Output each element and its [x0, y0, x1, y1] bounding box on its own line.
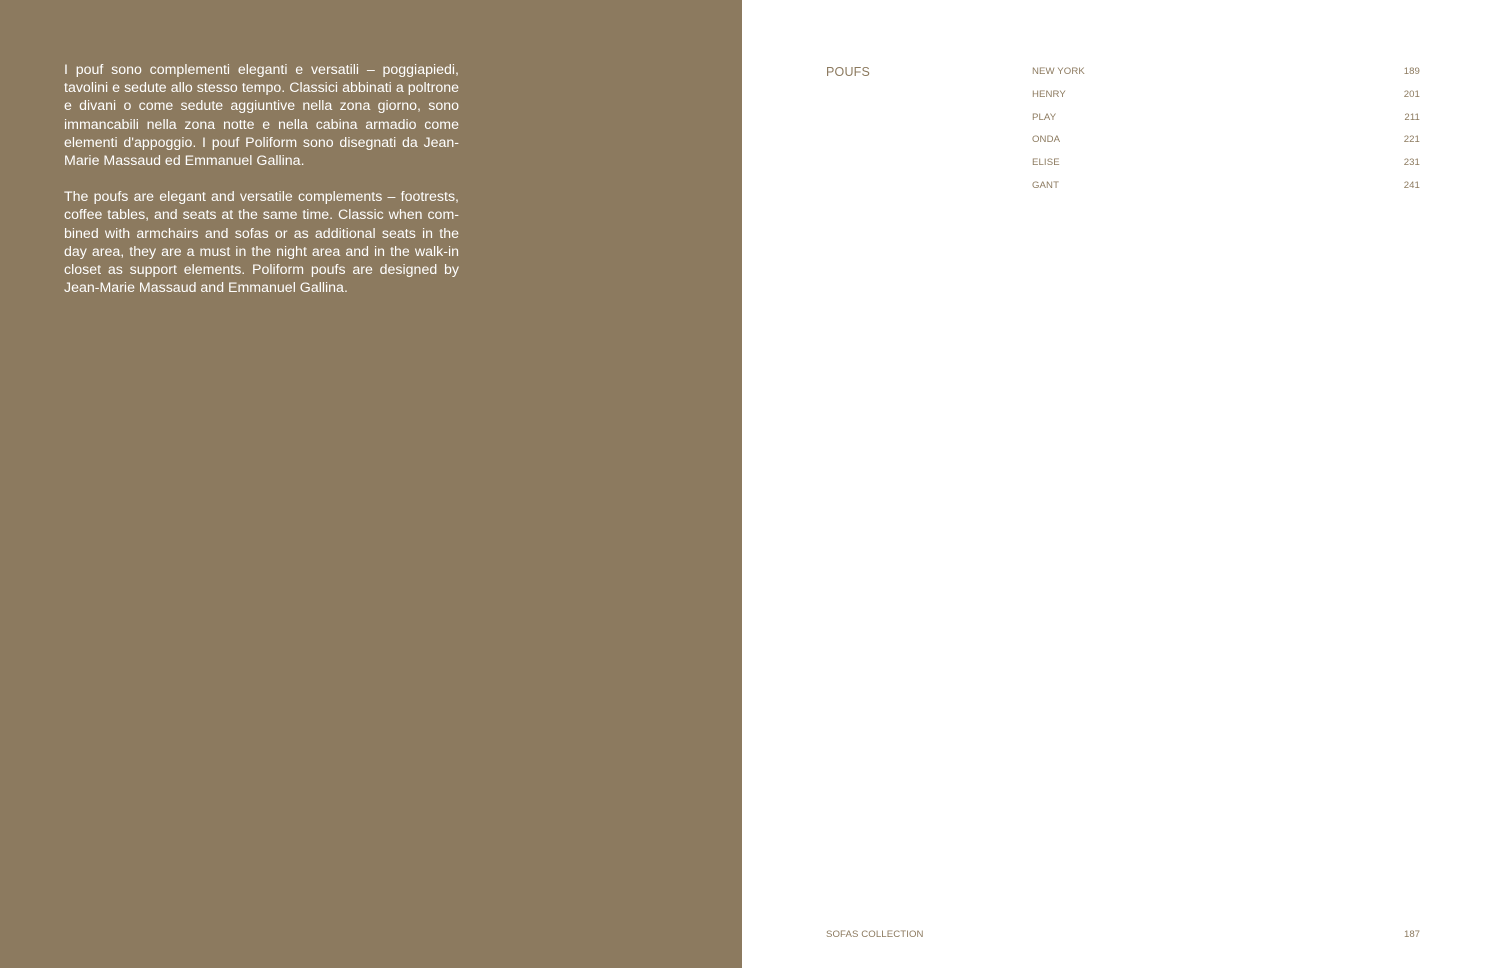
toc-entry-new-york[interactable]: [1032, 66, 1420, 89]
toc-entry-page: 221: [1403, 134, 1420, 146]
toc-entry-page: 241: [1403, 179, 1420, 191]
toc-entry-name: HENRY: [1032, 88, 1066, 100]
toc-entry-elise[interactable]: [1032, 157, 1420, 180]
toc-entry-name: PLAY: [1032, 111, 1057, 123]
toc-entry-page: 189: [1403, 66, 1420, 77]
toc-entry-onda[interactable]: [1032, 134, 1420, 157]
toc-entry-name: GANT: [1032, 179, 1060, 191]
intro-text-block: [64, 61, 459, 297]
toc-entry-name: ELISE: [1032, 157, 1060, 169]
toc-entry-page: 211: [1404, 111, 1420, 123]
toc-entry-name: NEW YORK: [1032, 66, 1085, 77]
table-of-contents: [1032, 66, 1420, 203]
footer-collection-label: SOFAS COLLECTION: [826, 929, 924, 940]
intro-paragraph-english: The poufs are elegant and versatile complements – footrests, coffee tables, and seats at the same time. Classic when com-bined with armchairs and sofas or as additional seats in the day area, they are a must in the night area and in the walk-in closet as support elements. Poliform poufs are designed by Jean-Marie Massaud and Emmanuel Gallina.: [64, 189, 459, 297]
toc-entry-page: 231: [1403, 157, 1420, 169]
toc-entry-name: ONDA: [1032, 134, 1061, 146]
toc-entry-page: 201: [1403, 88, 1420, 100]
footer-page-number: 187: [1403, 929, 1420, 940]
section-title: POUFS: [826, 65, 871, 79]
right-page-panel: [742, 0, 1485, 968]
toc-entry-gant[interactable]: [1032, 180, 1420, 203]
toc-entry-play[interactable]: [1032, 112, 1420, 135]
left-page-panel: [0, 0, 742, 968]
toc-entry-henry[interactable]: [1032, 89, 1420, 112]
intro-paragraph-italian: I pouf sono complementi eleganti e versatili – poggiapiedi, tavolini e sedute allo stesso tempo. Classici abbinati a poltrone e divani o come sedute aggiuntive nella zona giorno, sono immancabili nella zona notte e nella cabina armadio come elementi d'appoggio. I pouf Poliform sono disegnati da Jean-Marie Massaud ed Emmanuel Gallina.: [64, 62, 459, 170]
